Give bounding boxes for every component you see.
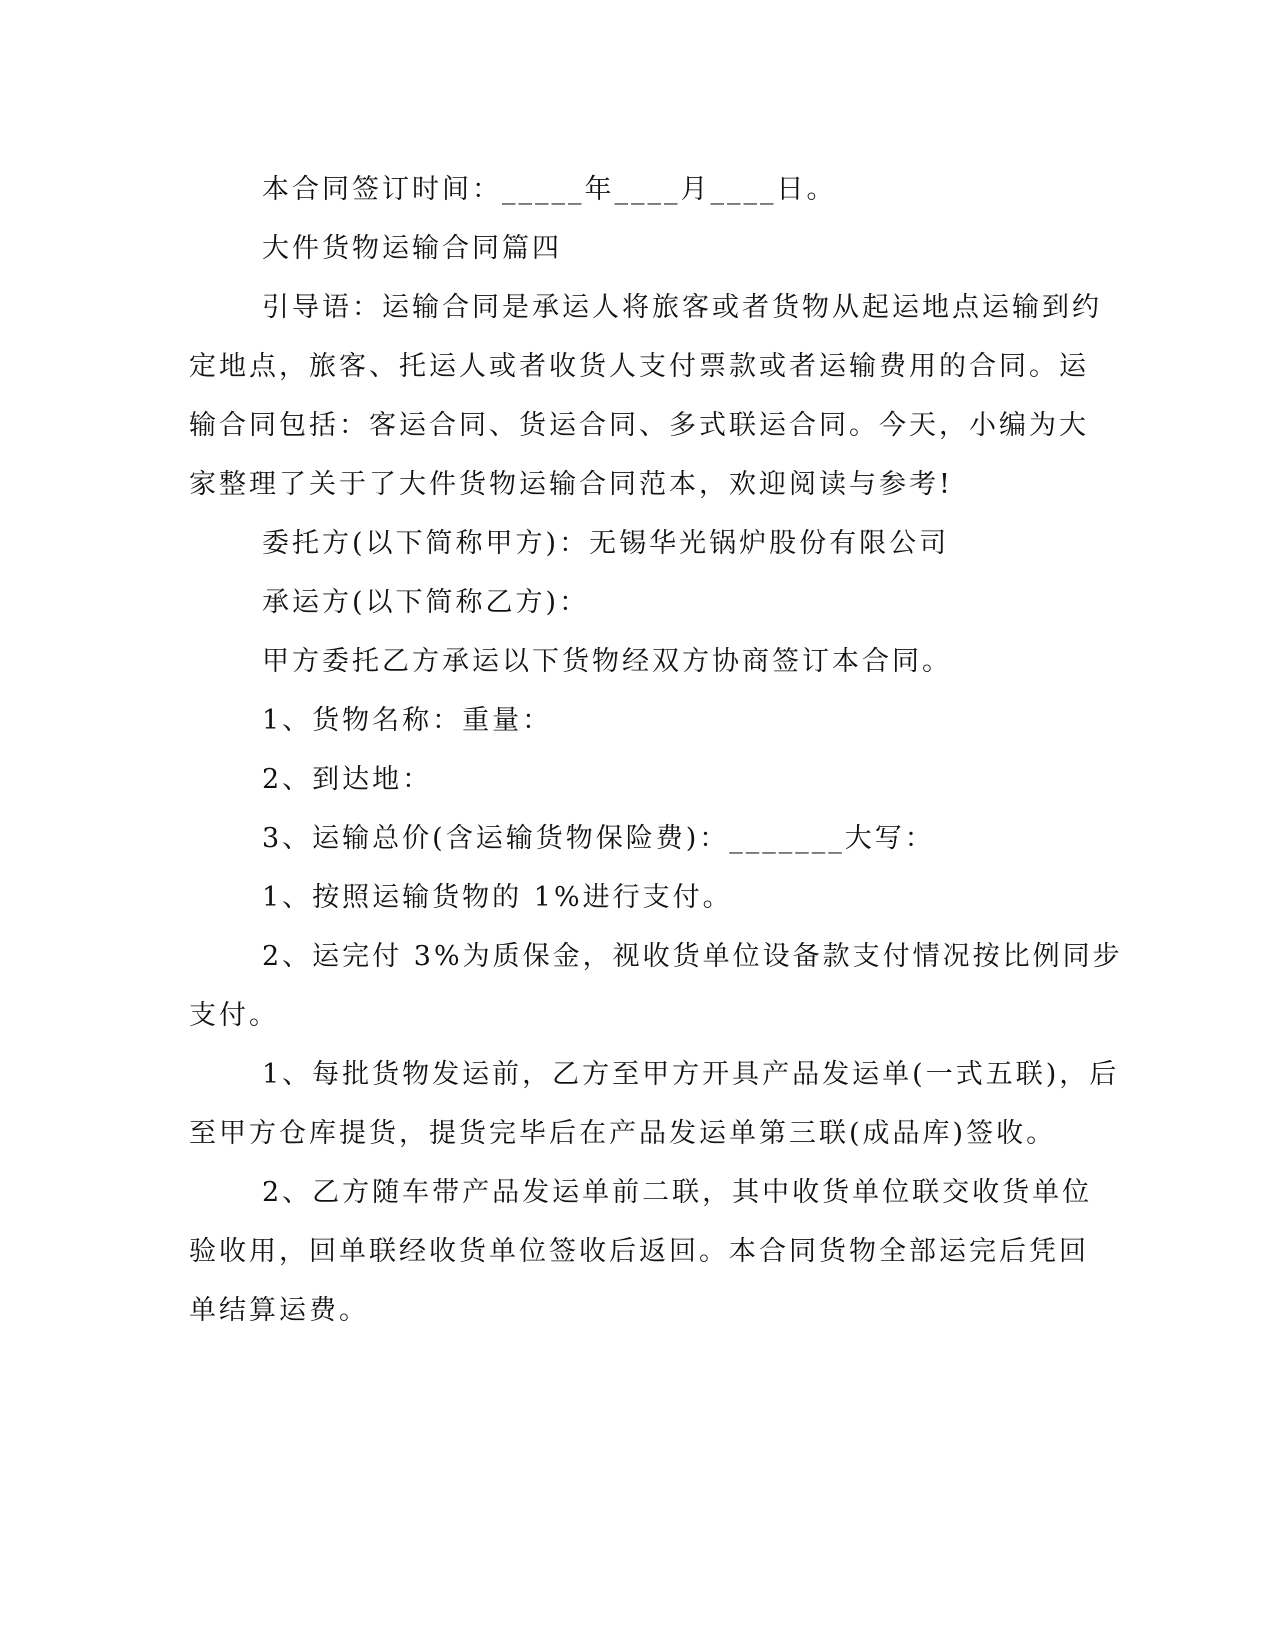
intro-line-3: 输合同包括：客运合同、货运合同、多式联运合同。今天，小编为大	[189, 410, 1089, 441]
clause-destination: 2、到达地：	[262, 764, 433, 795]
intro-line-4: 家整理了关于了大件货物运输合同范本，欢迎阅读与参考!	[189, 469, 953, 500]
payment-clause-2-cont: 支付。	[189, 1000, 279, 1031]
intro-line-1: 引导语：运输合同是承运人将旅客或者货物从起运地点运输到约	[262, 292, 1102, 323]
intro-line-2: 定地点，旅客、托运人或者收货人支付票款或者运输费用的合同。运	[189, 351, 1089, 382]
delivery-clause-2: 2、乙方随车带产品发运单前二联，其中收货单位联交收货单位	[262, 1177, 1093, 1208]
payment-clause-2: 2、运完付 3%为质保金，视收货单位设备款支付情况按比例同步	[262, 941, 1123, 972]
agreement-line: 甲方委托乙方承运以下货物经双方协商签订本合同。	[262, 646, 952, 677]
signing-date-line: 本合同签订时间：_____年____月____日。	[262, 174, 837, 205]
clause-goods-name: 1、货物名称：重量：	[262, 705, 553, 736]
party-b-line: 承运方(以下简称乙方)：	[262, 587, 590, 618]
delivery-clause-1-cont: 至甲方仓库提货，提货完毕后在产品发运单第三联(成品库)签收。	[189, 1118, 1057, 1149]
party-a-line: 委托方(以下简称甲方)：无锡华光锅炉股份有限公司	[262, 528, 950, 559]
clause-total-price: 3、运输总价(含运输货物保险费)：_______大写：	[262, 823, 935, 854]
payment-clause-1: 1、按照运输货物的 1%进行支付。	[262, 882, 733, 913]
delivery-clause-2-end: 单结算运费。	[189, 1295, 369, 1326]
section-title: 大件货物运输合同篇四	[262, 233, 562, 264]
delivery-clause-1: 1、每批货物发运前，乙方至甲方开具产品发运单(一式五联)，后	[262, 1059, 1120, 1090]
delivery-clause-2-cont: 验收用，回单联经收货单位签收后返回。本合同货物全部运完后凭回	[189, 1236, 1089, 1267]
